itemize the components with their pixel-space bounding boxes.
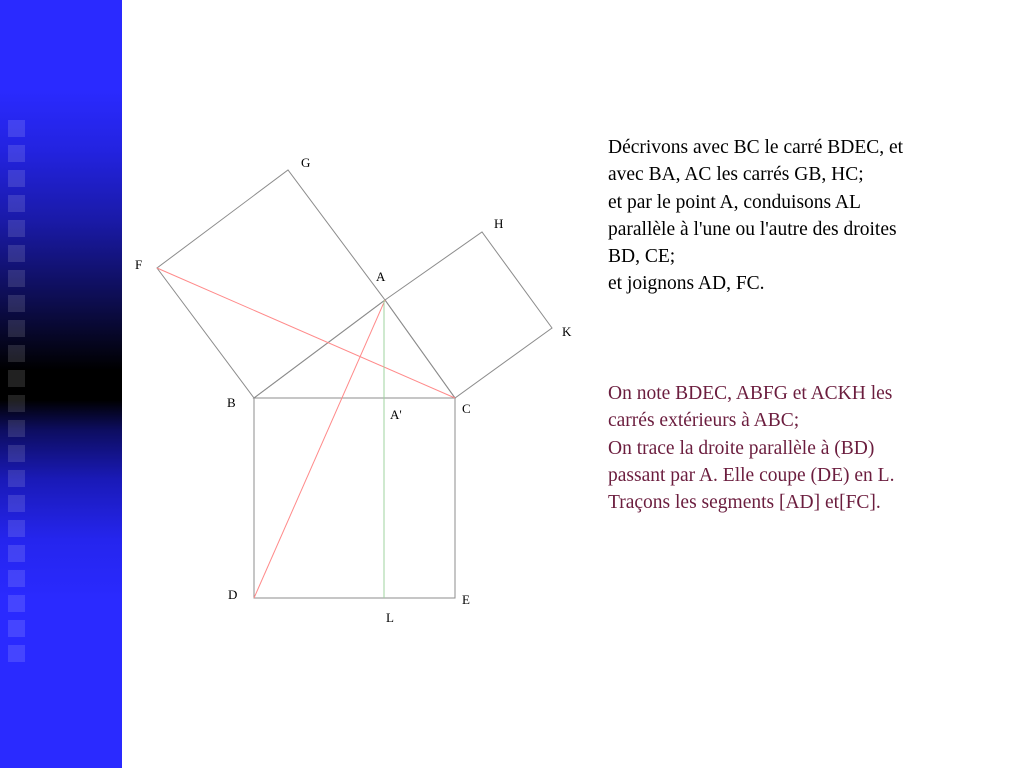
label-point-a-prime: A': [390, 407, 402, 422]
label-point-c: C: [462, 401, 471, 416]
text-block-primary: [608, 134, 988, 298]
label-point-g: G: [301, 155, 311, 170]
label-point-a: A: [376, 269, 386, 284]
text-line: avec BA, AC les carrés GB, HC;: [608, 164, 864, 186]
text-line: et joignons AD, FC.: [608, 273, 765, 295]
square-ackh: [385, 232, 552, 398]
label-point-l: L: [386, 610, 394, 625]
decorative-square: [8, 645, 25, 662]
label-point-f: F: [135, 257, 143, 272]
square-abfg: [157, 170, 385, 398]
label-point-b: B: [227, 395, 236, 410]
label-point-k: K: [562, 324, 572, 339]
text-line: passant par A. Elle coupe (DE) en L.: [608, 464, 895, 486]
segment-fc: [157, 268, 455, 398]
text-line: Décrivons avec BC le carré BDEC, et: [608, 137, 904, 158]
pythagoras-figure: [0, 0, 600, 640]
text-line: parallèle à l'une ou l'autre des droites: [608, 218, 897, 240]
text-block-secondary: [608, 380, 988, 516]
label-point-h: H: [494, 216, 504, 231]
label-point-d: D: [228, 587, 238, 602]
text-line: carrés extérieurs à ABC;: [608, 410, 800, 432]
text-line: Traçons les segments [AD] et[FC].: [608, 492, 881, 514]
text-line: et par le point A, conduisons AL: [608, 191, 861, 213]
text-line: BD, CE;: [608, 246, 676, 268]
square-bdec: [254, 398, 455, 598]
triangle-abc: [254, 300, 455, 398]
text-line: On trace la droite parallèle à (BD): [608, 437, 875, 459]
label-point-e: E: [462, 592, 470, 607]
text-line: On note BDEC, ABFG et ACKH les: [608, 383, 893, 404]
segment-ad: [254, 300, 385, 598]
